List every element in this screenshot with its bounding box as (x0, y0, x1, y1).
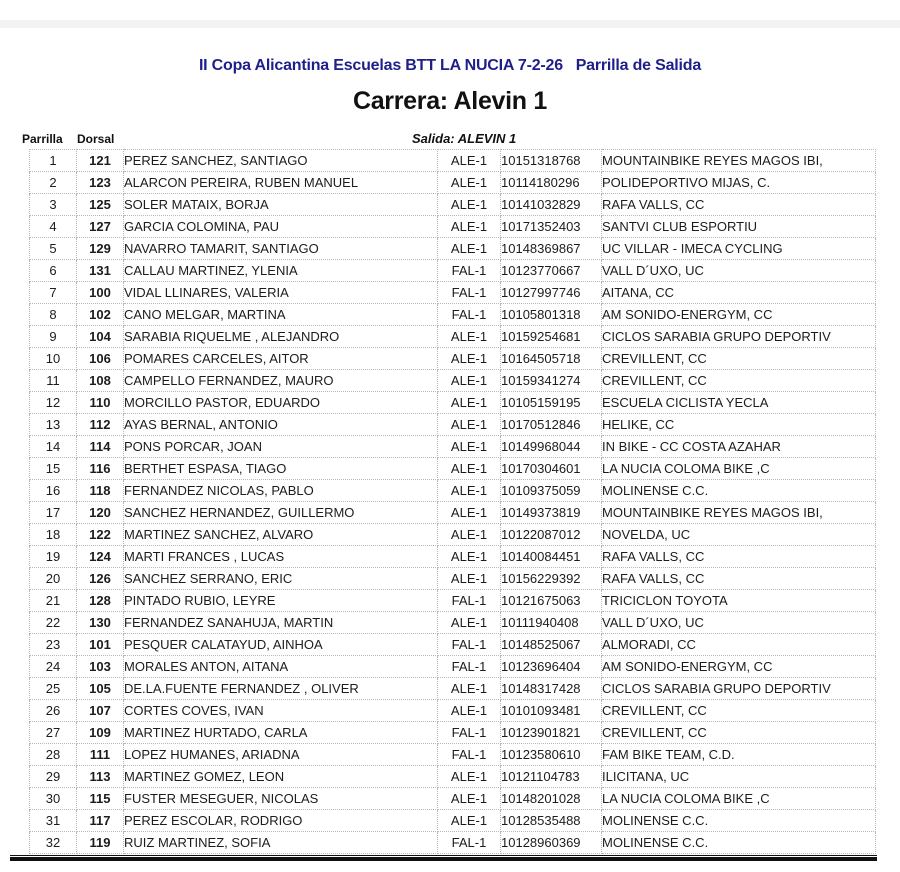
rider-name-cell: FERNANDEZ NICOLAS, PABLO (124, 480, 438, 502)
club-cell: HELIKE, CC (602, 414, 876, 436)
club-cell: NOVELDA, UC (602, 524, 876, 546)
parrilla-cell: 24 (30, 656, 77, 678)
uci-id-cell: 10111940408 (501, 612, 602, 634)
dorsal-cell: 122 (77, 524, 124, 546)
table-row (30, 282, 876, 304)
category-cell: ALE-1 (438, 216, 501, 238)
rider-name-cell: CALLAU MARTINEZ, YLENIA (124, 260, 438, 282)
club-cell: AM SONIDO-ENERGYM, CC (602, 304, 876, 326)
uci-id-cell: 10159341274 (501, 370, 602, 392)
rider-name-cell: SARABIA RIQUELME , ALEJANDRO (124, 326, 438, 348)
category-cell: ALE-1 (438, 612, 501, 634)
parrilla-cell: 11 (30, 370, 77, 392)
table-row (30, 612, 876, 634)
top-gray-band (0, 20, 900, 28)
uci-id-cell: 10148369867 (501, 238, 602, 260)
uci-id-cell: 10159254681 (501, 326, 602, 348)
category-cell: ALE-1 (438, 370, 501, 392)
club-cell: CREVILLENT, CC (602, 722, 876, 744)
category-cell: ALE-1 (438, 348, 501, 370)
club-cell: CICLOS SARABIA GRUPO DEPORTIV (602, 326, 876, 348)
uci-id-cell: 10127997746 (501, 282, 602, 304)
category-cell: ALE-1 (438, 172, 501, 194)
rider-name-cell: LOPEZ HUMANES, ARIADNA (124, 744, 438, 766)
parrilla-cell: 7 (30, 282, 77, 304)
table-row (30, 370, 876, 392)
parrilla-cell: 8 (30, 304, 77, 326)
dorsal-cell: 123 (77, 172, 124, 194)
table-row (30, 700, 876, 722)
table-row (30, 480, 876, 502)
dorsal-cell: 111 (77, 744, 124, 766)
category-cell: ALE-1 (438, 546, 501, 568)
club-cell: AM SONIDO-ENERGYM, CC (602, 656, 876, 678)
category-cell: ALE-1 (438, 392, 501, 414)
rider-name-cell: FERNANDEZ SANAHUJA, MARTIN (124, 612, 438, 634)
uci-id-cell: 10128535488 (501, 810, 602, 832)
club-cell: MOUNTAINBIKE REYES MAGOS IBI, (602, 150, 876, 172)
uci-id-cell: 10123580610 (501, 744, 602, 766)
parrilla-cell: 20 (30, 568, 77, 590)
table-row (30, 172, 876, 194)
category-cell: ALE-1 (438, 524, 501, 546)
rider-name-cell: PINTADO RUBIO, LEYRE (124, 590, 438, 612)
parrilla-cell: 2 (30, 172, 77, 194)
table-row (30, 766, 876, 788)
rider-name-cell: SANCHEZ SERRANO, ERIC (124, 568, 438, 590)
club-cell: CREVILLENT, CC (602, 348, 876, 370)
parrilla-cell: 18 (30, 524, 77, 546)
category-cell: ALE-1 (438, 678, 501, 700)
club-cell: UC VILLAR - IMECA CYCLING (602, 238, 876, 260)
rider-name-cell: GARCIA COLOMINA, PAU (124, 216, 438, 238)
parrilla-cell: 19 (30, 546, 77, 568)
table-row (30, 722, 876, 744)
club-cell: RAFA VALLS, CC (602, 546, 876, 568)
dorsal-cell: 131 (77, 260, 124, 282)
club-cell: MOLINENSE C.C. (602, 832, 876, 854)
rider-name-cell: MARTINEZ SANCHEZ, ALVARO (124, 524, 438, 546)
category-cell: ALE-1 (438, 238, 501, 260)
table-row (30, 546, 876, 568)
start-list-body (30, 150, 876, 854)
category-cell: ALE-1 (438, 700, 501, 722)
rider-name-cell: SANCHEZ HERNANDEZ, GUILLERMO (124, 502, 438, 524)
dorsal-cell: 110 (77, 392, 124, 414)
table-row (30, 436, 876, 458)
category-cell: FAL-1 (438, 656, 501, 678)
table-row (30, 326, 876, 348)
parrilla-cell: 25 (30, 678, 77, 700)
rider-name-cell: MORALES ANTON, AITANA (124, 656, 438, 678)
dorsal-cell: 114 (77, 436, 124, 458)
club-cell: AITANA, CC (602, 282, 876, 304)
club-cell: ESCUELA CICLISTA YECLA (602, 392, 876, 414)
category-cell: ALE-1 (438, 502, 501, 524)
parrilla-cell: 27 (30, 722, 77, 744)
dorsal-cell: 113 (77, 766, 124, 788)
dorsal-cell: 125 (77, 194, 124, 216)
table-row (30, 216, 876, 238)
parrilla-cell: 3 (30, 194, 77, 216)
category-cell: FAL-1 (438, 260, 501, 282)
dorsal-cell: 100 (77, 282, 124, 304)
rider-name-cell: PONS PORCAR, JOAN (124, 436, 438, 458)
parrilla-cell: 13 (30, 414, 77, 436)
club-cell: TRICICLON TOYOTA (602, 590, 876, 612)
table-row (30, 194, 876, 216)
club-cell: IN BIKE - CC COSTA AZAHAR (602, 436, 876, 458)
club-cell: ALMORADI, CC (602, 634, 876, 656)
parrilla-cell: 22 (30, 612, 77, 634)
uci-id-cell: 10170512846 (501, 414, 602, 436)
parrilla-cell: 14 (30, 436, 77, 458)
table-row (30, 634, 876, 656)
uci-id-cell: 10123770667 (501, 260, 602, 282)
document-title: II Copa Alicantina Escuelas BTT LA NUCIA 7-2-26 Parrilla de Salida (198, 57, 702, 74)
club-cell: SANTVI CLUB ESPORTIU (602, 216, 876, 238)
club-cell: MOUNTAINBIKE REYES MAGOS IBI, (602, 502, 876, 524)
table-row (30, 414, 876, 436)
table-row (30, 678, 876, 700)
table-row (30, 502, 876, 524)
parrilla-cell: 1 (30, 150, 77, 172)
rider-name-cell: PESQUER CALATAYUD, AINHOA (124, 634, 438, 656)
dorsal-cell: 106 (77, 348, 124, 370)
table-row (30, 788, 876, 810)
uci-id-cell: 10105159195 (501, 392, 602, 414)
uci-id-cell: 10114180296 (501, 172, 602, 194)
table-row (30, 238, 876, 260)
parrilla-cell: 6 (30, 260, 77, 282)
uci-id-cell: 10123696404 (501, 656, 602, 678)
dorsal-cell: 101 (77, 634, 124, 656)
bottom-rule-thick (10, 857, 877, 861)
club-cell: RAFA VALLS, CC (602, 568, 876, 590)
category-cell: ALE-1 (438, 150, 501, 172)
table-row (30, 832, 876, 854)
rider-name-cell: POMARES CARCELES, AITOR (124, 348, 438, 370)
rider-name-cell: FUSTER MESEGUER, NICOLAS (124, 788, 438, 810)
table-row (30, 260, 876, 282)
category-cell: ALE-1 (438, 766, 501, 788)
rider-name-cell: AYAS BERNAL, ANTONIO (124, 414, 438, 436)
dorsal-cell: 102 (77, 304, 124, 326)
dorsal-cell: 115 (77, 788, 124, 810)
uci-id-cell: 10109375059 (501, 480, 602, 502)
table-row (30, 458, 876, 480)
club-cell: CREVILLENT, CC (602, 700, 876, 722)
uci-id-cell: 10121675063 (501, 590, 602, 612)
dorsal-cell: 128 (77, 590, 124, 612)
parrilla-cell: 10 (30, 348, 77, 370)
category-cell: ALE-1 (438, 788, 501, 810)
uci-id-cell: 10140084451 (501, 546, 602, 568)
rider-name-cell: MORCILLO PASTOR, EDUARDO (124, 392, 438, 414)
table-row (30, 568, 876, 590)
rider-name-cell: DE.LA.FUENTE FERNANDEZ , OLIVER (124, 678, 438, 700)
dorsal-cell: 121 (77, 150, 124, 172)
dorsal-cell: 124 (77, 546, 124, 568)
category-cell: FAL-1 (438, 282, 501, 304)
uci-id-cell: 10121104783 (501, 766, 602, 788)
category-cell: ALE-1 (438, 480, 501, 502)
category-cell: ALE-1 (438, 568, 501, 590)
rider-name-cell: PEREZ ESCOLAR, RODRIGO (124, 810, 438, 832)
uci-id-cell: 10151318768 (501, 150, 602, 172)
uci-id-cell: 10171352403 (501, 216, 602, 238)
dorsal-cell: 105 (77, 678, 124, 700)
category-cell: ALE-1 (438, 458, 501, 480)
uci-id-cell: 10123901821 (501, 722, 602, 744)
parrilla-cell: 28 (30, 744, 77, 766)
rider-name-cell: RUIZ MARTINEZ, SOFIA (124, 832, 438, 854)
table-row (30, 524, 876, 546)
salida-heading: Salida: ALEVIN 1 (412, 131, 517, 146)
uci-id-cell: 10156229392 (501, 568, 602, 590)
dorsal-cell: 117 (77, 810, 124, 832)
category-cell: ALE-1 (438, 326, 501, 348)
category-cell: FAL-1 (438, 590, 501, 612)
parrilla-cell: 4 (30, 216, 77, 238)
category-cell: FAL-1 (438, 832, 501, 854)
category-cell: FAL-1 (438, 744, 501, 766)
parrilla-cell: 30 (30, 788, 77, 810)
parrilla-cell: 26 (30, 700, 77, 722)
uci-id-cell: 10122087012 (501, 524, 602, 546)
dorsal-cell: 107 (77, 700, 124, 722)
parrilla-cell: 32 (30, 832, 77, 854)
dorsal-cell: 119 (77, 832, 124, 854)
dorsal-cell: 108 (77, 370, 124, 392)
table-row (30, 304, 876, 326)
rider-name-cell: ALARCON PEREIRA, RUBEN MANUEL (124, 172, 438, 194)
category-cell: FAL-1 (438, 304, 501, 326)
uci-id-cell: 10149968044 (501, 436, 602, 458)
uci-id-cell: 10170304601 (501, 458, 602, 480)
club-cell: RAFA VALLS, CC (602, 194, 876, 216)
dorsal-cell: 126 (77, 568, 124, 590)
dorsal-cell: 129 (77, 238, 124, 260)
table-row (30, 392, 876, 414)
dorsal-cell: 118 (77, 480, 124, 502)
dorsal-cell: 103 (77, 656, 124, 678)
column-headers (0, 130, 900, 148)
category-cell: ALE-1 (438, 414, 501, 436)
rider-name-cell: NAVARRO TAMARIT, SANTIAGO (124, 238, 438, 260)
rider-name-cell: CANO MELGAR, MARTINA (124, 304, 438, 326)
table-row (30, 348, 876, 370)
rider-name-cell: BERTHET ESPASA, TIAGO (124, 458, 438, 480)
start-list-table (29, 149, 876, 854)
uci-id-cell: 10105801318 (501, 304, 602, 326)
category-cell: FAL-1 (438, 722, 501, 744)
rider-name-cell: PEREZ SANCHEZ, SANTIAGO (124, 150, 438, 172)
uci-id-cell: 10148317428 (501, 678, 602, 700)
race-title: Carrera: Alevin 1 (352, 87, 548, 115)
uci-id-cell: 10148525067 (501, 634, 602, 656)
table-row (30, 150, 876, 172)
uci-id-cell: 10101093481 (501, 700, 602, 722)
dorsal-cell: 127 (77, 216, 124, 238)
rider-name-cell: MARTI FRANCES , LUCAS (124, 546, 438, 568)
club-cell: VALL D´UXO, UC (602, 612, 876, 634)
parrilla-cell: 17 (30, 502, 77, 524)
parrilla-cell: 29 (30, 766, 77, 788)
club-cell: MOLINENSE C.C. (602, 480, 876, 502)
category-cell: FAL-1 (438, 634, 501, 656)
rider-name-cell: CORTES COVES, IVAN (124, 700, 438, 722)
dorsal-column-label: Dorsal (77, 132, 115, 146)
bottom-rule-thin (10, 855, 877, 856)
uci-id-cell: 10128960369 (501, 832, 602, 854)
uci-id-cell: 10164505718 (501, 348, 602, 370)
uci-id-cell: 10141032829 (501, 194, 602, 216)
parrilla-cell: 31 (30, 810, 77, 832)
club-cell: FAM BIKE TEAM, C.D. (602, 744, 876, 766)
club-cell: POLIDEPORTIVO MIJAS, C. (602, 172, 876, 194)
club-cell: LA NUCIA COLOMA BIKE ,C (602, 458, 876, 480)
dorsal-cell: 120 (77, 502, 124, 524)
parrilla-cell: 21 (30, 590, 77, 612)
dorsal-cell: 104 (77, 326, 124, 348)
dorsal-cell: 112 (77, 414, 124, 436)
parrilla-cell: 16 (30, 480, 77, 502)
table-row (30, 810, 876, 832)
parrilla-cell: 12 (30, 392, 77, 414)
club-cell: MOLINENSE C.C. (602, 810, 876, 832)
rider-name-cell: MARTINEZ GOMEZ, LEON (124, 766, 438, 788)
club-cell: CREVILLENT, CC (602, 370, 876, 392)
rider-name-cell: SOLER MATAIX, BORJA (124, 194, 438, 216)
table-row (30, 590, 876, 612)
uci-id-cell: 10149373819 (501, 502, 602, 524)
category-cell: ALE-1 (438, 194, 501, 216)
parrilla-cell: 5 (30, 238, 77, 260)
parrilla-cell: 23 (30, 634, 77, 656)
rider-name-cell: MARTINEZ HURTADO, CARLA (124, 722, 438, 744)
table-row (30, 656, 876, 678)
club-cell: LA NUCIA COLOMA BIKE ,C (602, 788, 876, 810)
parrilla-cell: 15 (30, 458, 77, 480)
rider-name-cell: VIDAL LLINARES, VALERIA (124, 282, 438, 304)
rider-name-cell: CAMPELLO FERNANDEZ, MAURO (124, 370, 438, 392)
club-cell: VALL D´UXO, UC (602, 260, 876, 282)
club-cell: CICLOS SARABIA GRUPO DEPORTIV (602, 678, 876, 700)
category-cell: ALE-1 (438, 436, 501, 458)
dorsal-cell: 130 (77, 612, 124, 634)
club-cell: ILICITANA, UC (602, 766, 876, 788)
uci-id-cell: 10148201028 (501, 788, 602, 810)
parrilla-column-label: Parrilla (22, 132, 63, 146)
dorsal-cell: 109 (77, 722, 124, 744)
category-cell: ALE-1 (438, 810, 501, 832)
dorsal-cell: 116 (77, 458, 124, 480)
table-row (30, 744, 876, 766)
parrilla-cell: 9 (30, 326, 77, 348)
